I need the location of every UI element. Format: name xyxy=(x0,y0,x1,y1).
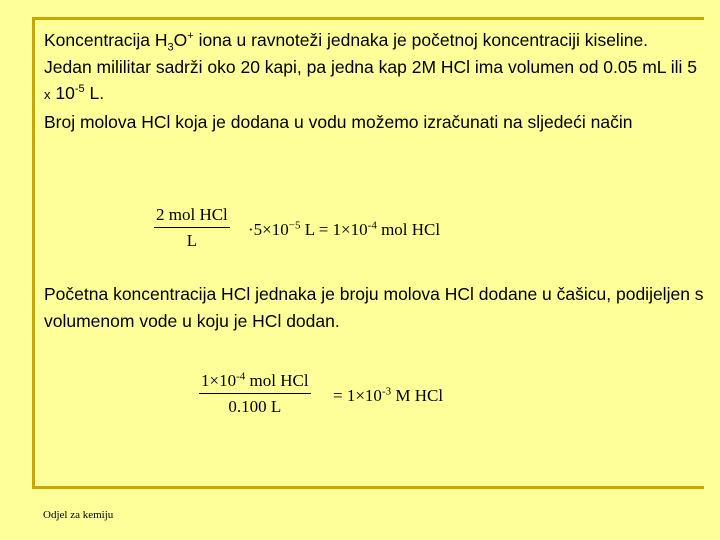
equation-concentration-numerator: $1\times 10^{-4}$ mol HCl xyxy=(199,371,311,394)
intro-line1: Koncentracija $H_3O^+$ iona u ravnoteži jednaka je početnoj koncentraciji kiseline. xyxy=(44,30,649,54)
equation-moles-result: $\cdot 5\times 10^{-5}$ $L = 1\times 10^{-4}$ mol HCl xyxy=(248,219,441,239)
intro-line2: Jedan mililitar sadrži oko 20 kapi, pa jedna kap 2M HCl ima volumen od 0.05 mL ili 5 x $10^{-5}$ L. xyxy=(44,56,698,103)
paragraph-concentration: Početna koncentracija HCl jednaka je broju molova HCl dodane u čašicu, podijeljen s volumenom vode u koju je HCl dodan. xyxy=(44,284,704,331)
equation-moles-numerator: 2 mol HCl xyxy=(154,205,230,228)
top-border-line xyxy=(32,17,704,20)
footer-department: Odjel za kemiju xyxy=(43,509,114,521)
equation-concentration-denominator: 0.100 L xyxy=(228,397,282,416)
intro-line3: Broj molova HCl koja je dodana u vodu možemo izračunati na sljedeći način xyxy=(44,111,633,132)
left-border-line xyxy=(32,17,35,489)
equation-concentration-result: = $1\times 10^{-3}$ M HCl xyxy=(333,385,444,405)
equation-moles-denominator: L xyxy=(186,231,198,250)
equation-concentration-fraction xyxy=(199,371,311,417)
bottom-border-line xyxy=(32,486,704,489)
paragraph-intro xyxy=(44,27,704,135)
equation-moles-fraction xyxy=(154,205,230,251)
